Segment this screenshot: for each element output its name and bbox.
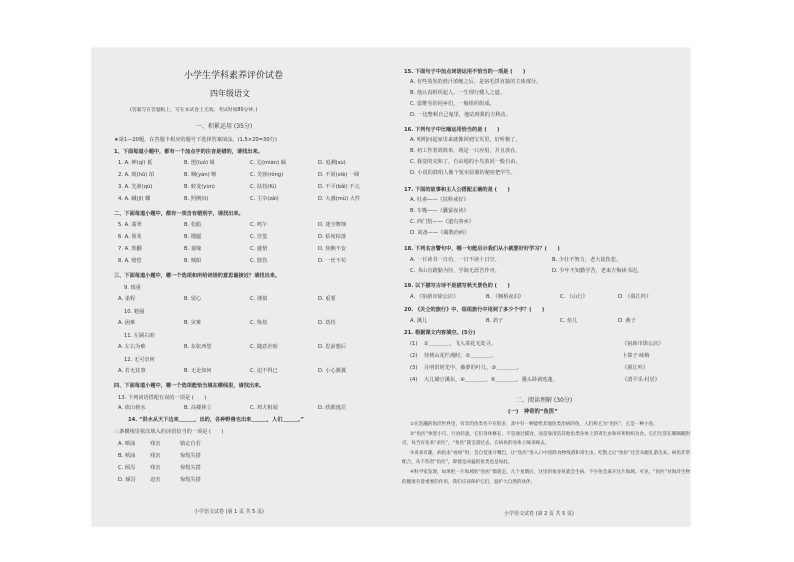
option: A. 明明问起家里来就像回到宝贝里，好听极了。 bbox=[410, 137, 521, 143]
q15-options bbox=[410, 80, 541, 124]
q20-options bbox=[410, 319, 690, 329]
reading-passage bbox=[402, 420, 690, 506]
option: B. 咽(yàn) 喉 bbox=[184, 172, 217, 178]
vocab-word: 10. 勉强 bbox=[124, 309, 145, 315]
option-row bbox=[118, 478, 318, 490]
option-row bbox=[118, 466, 318, 478]
q2-options bbox=[118, 223, 388, 271]
option: C. 恢劫 bbox=[250, 320, 268, 326]
vocab-item bbox=[118, 358, 388, 382]
option: D. 刘备——《蔺鹊治病》 bbox=[410, 230, 470, 236]
option: 8. A. 赔偿 bbox=[118, 258, 142, 264]
exam-page-2 bbox=[396, 48, 690, 526]
option: B. 《枫桥夜泊》 bbox=[486, 294, 524, 300]
question-18: 18. 下列名言警句中，哪一句能启示我们从小就要好好学习？( ) bbox=[404, 246, 560, 252]
option: 残害 bbox=[150, 453, 161, 459]
blank-text: ①＿＿＿＿，飞入菜花无处寻。 bbox=[424, 341, 497, 347]
option: B. 鸽子 bbox=[486, 318, 504, 324]
question-3: 三、下面每道小题中，哪一个选项和所给词语的意思最接近？请找出来。 bbox=[114, 273, 281, 279]
option: D. 一边整顿自己鬼里，他站到我的力利动。 bbox=[410, 112, 511, 118]
q3-items bbox=[118, 286, 388, 382]
option: C. 宫览 bbox=[250, 234, 268, 240]
passage-paragraph: ③说来有趣，病鱼来“看病”时，会自觉张开嘴巴，让“鱼医”进入口中清除食物残渣和寄生虫，吃饱之后“鱼医”还会从鳃孔游出来。病鱼非常配合，从不伤害“鱼医”，即使是凶猛的鱼类也是如此。 bbox=[402, 450, 690, 466]
option: D. 一丝不苟 bbox=[318, 258, 347, 264]
option: B. 贼船 bbox=[184, 258, 202, 264]
reading-title: (一) 神奇的“鱼医” bbox=[508, 409, 558, 415]
option: D. 劫持 bbox=[318, 320, 336, 326]
option: C. 我觉的完和了，自由地的小鸟放同一般自由。 bbox=[410, 159, 521, 165]
option-row bbox=[118, 259, 388, 271]
exam-note: (答案写在答题纸上，写在本试卷上无效。考试时间80分钟。) bbox=[130, 108, 258, 113]
q18-options bbox=[410, 258, 690, 282]
section-1-heading: 一、积累运用 (35分) bbox=[196, 123, 253, 130]
option: B. 初工作着效简单，现是一只应用，并且放在。 bbox=[410, 148, 521, 154]
option: A. 《宿新市徐公店》 bbox=[410, 294, 459, 300]
question-17: 17. 下面的故事和主人公搭配正确的是 ( ) bbox=[404, 187, 510, 193]
blank-number: (4) bbox=[410, 377, 418, 383]
question-2: 二、下面每道小题中，都有一项含有错别字，请找出来。 bbox=[114, 211, 244, 217]
section-2-heading: 二、阅读理解 (30分) bbox=[516, 397, 573, 404]
option: 6. A. 预兆 bbox=[118, 234, 142, 240]
option: B. 灾难 bbox=[184, 320, 202, 326]
option: D. 迷空舞翔 bbox=[318, 222, 347, 228]
option: A. 有些蒸发的蔗汁浓缩之后，是宿毛饼直接的主体部分。 bbox=[410, 79, 542, 85]
blank-source: 卜算子·咏梅 bbox=[622, 353, 650, 359]
option: C. 鸣午 bbox=[250, 222, 268, 228]
blank-text: 月明旧时光中，藤萝的叶儿，③＿＿＿＿。 bbox=[424, 365, 523, 371]
option: 惊慌失措 bbox=[180, 465, 201, 471]
option: B. 无论如何 bbox=[184, 368, 212, 374]
page-footer: 小学语文试卷 (第 2 页 共 5 页) bbox=[504, 511, 574, 517]
option: C. 盛情 bbox=[250, 246, 268, 252]
option: 3. A. 先驱(qū) bbox=[118, 184, 153, 190]
option: B. 少壮不努力，老大徒伤悲。 bbox=[552, 257, 622, 263]
option: A. 一日读书一日功，一日不读十日空。 bbox=[410, 257, 500, 263]
option: D. 倾泻 bbox=[118, 477, 136, 483]
vocab-item bbox=[118, 334, 388, 358]
option: D. 《暮江吟》 bbox=[618, 294, 652, 300]
option: D. 枯宛枯落 bbox=[318, 234, 347, 240]
page-footer: 小学语文试卷 (第 1 页 共 5 页) bbox=[194, 509, 264, 515]
option-row bbox=[118, 442, 318, 454]
option: D. 不平(bǎi) 不亢 bbox=[318, 184, 360, 190]
option: B. 车胤——《囊萤夜读》 bbox=[410, 208, 469, 214]
option: D. 思前想后 bbox=[318, 344, 347, 350]
option: A. 溪儿 bbox=[410, 318, 428, 324]
blank-text: 大儿锄豆溪东，④＿＿＿＿，⑤＿＿＿＿，溪头卧剥莲蓬。 bbox=[424, 377, 558, 383]
fill-blank-row bbox=[410, 378, 690, 390]
option: A. 柔程 bbox=[118, 296, 136, 302]
option: A. 喷涌 bbox=[118, 441, 136, 447]
option: D. 燕子 bbox=[618, 318, 636, 324]
option: 2. A. 琥(hǔ) 珀 bbox=[118, 172, 155, 178]
option: B. 他认真组织起人，一生理行健人之道。 bbox=[410, 90, 506, 96]
option: D. 欣眼逸岳 bbox=[318, 405, 347, 411]
vocab-word: 11. 左顾右盼 bbox=[124, 333, 155, 339]
blank-source: 《清平乐·村居》 bbox=[622, 377, 660, 383]
vocab-item bbox=[118, 286, 388, 310]
option: C. 边(miàn) 缅 bbox=[250, 160, 286, 166]
blank-source: 《宿新市徐公店》 bbox=[622, 341, 664, 347]
question-13: 13. 下列词语搭配有误的一项是 ( ) bbox=[118, 395, 207, 401]
exam-page-1 bbox=[92, 48, 392, 526]
blank-number: (2) bbox=[410, 353, 418, 359]
question-14: 14. “洪水从天下边来＿＿＿，出的，各种野兽也出来＿＿＿，人们＿＿＿。” bbox=[128, 417, 305, 423]
option: B. 逻(luó) 辑 bbox=[184, 160, 215, 166]
option: A. 困难 bbox=[118, 320, 136, 326]
option: D. 重要 bbox=[318, 296, 336, 302]
option-row bbox=[118, 454, 318, 466]
q1-options bbox=[118, 161, 388, 209]
question-15: 15. 下面句子中加点词语运用不恰当的一项是 ( ) bbox=[404, 69, 526, 75]
option: A. 若无其事 bbox=[118, 368, 146, 374]
option: C. 鸡犬相闻 bbox=[250, 405, 278, 411]
q14-options bbox=[118, 442, 318, 490]
option: D. 追溯(sù) bbox=[318, 160, 346, 166]
option: 1. A. 神(qí) 祇 bbox=[118, 160, 153, 166]
question-14-prompt: 三条横线里依次填入的词语恰当的一项是 ( ) bbox=[114, 429, 224, 435]
option: D. 少年不知勤学苦，老来方悔读书迟。 bbox=[552, 268, 643, 274]
option: 残害 bbox=[150, 441, 161, 447]
q16-options bbox=[410, 138, 521, 182]
option: B. 蛟龙(yùn) bbox=[184, 184, 215, 190]
question-4: 四、下面每道小题中，哪一个选项能恰当填在横线里，请找出来。 bbox=[114, 383, 265, 389]
q19-options bbox=[410, 295, 690, 305]
passage-body bbox=[402, 420, 690, 487]
vocab-item bbox=[118, 310, 388, 334]
q21-fill-blanks bbox=[410, 342, 690, 390]
option: C. 芙蓉(róng) bbox=[250, 172, 284, 178]
q17-options bbox=[410, 198, 474, 242]
option: 镇定自若 bbox=[180, 441, 201, 447]
question-20: 20. 《关仝的旅行》中，组组旅行中用到了多少个字？( ) bbox=[404, 307, 545, 313]
option: 5. A. 翡翠 bbox=[118, 222, 142, 228]
passage-paragraph: ②“鱼医”体型小巧，行动轻盈，它们身体修长，不是通过捕食，而是靠清洁其他鱼类身体上的寄生虫和坏死组织为食。它们生活在珊瑚礁附近，每当有鱼来“求医”，“鱼医”就会游过去，在病鱼的身体上啄来啄去。 bbox=[402, 431, 690, 447]
option: B. 高楼林立 bbox=[184, 405, 212, 411]
option: B. 喷涌 bbox=[118, 453, 136, 459]
option: D. 大感(mù) 大件 bbox=[318, 196, 361, 202]
option: A. 杜甫——《扶科戒好》 bbox=[410, 197, 469, 203]
exam-title: 小学生学科素养评价试卷 bbox=[184, 71, 284, 81]
option: B. 松脂 bbox=[184, 222, 202, 228]
option: A. 左右为难 bbox=[118, 344, 146, 350]
option: 惊慌失措 bbox=[180, 477, 201, 483]
option: C. 鱼儿 bbox=[560, 318, 578, 324]
option: 残害 bbox=[150, 465, 161, 471]
option: C. 西门豹——《道有客乡》 bbox=[410, 219, 474, 225]
vocab-word: 9. 慎重 bbox=[124, 285, 141, 291]
option: 7. A. 熬翻 bbox=[118, 246, 142, 252]
option: C. 书山有路勤为径，学海无涯苦作舟。 bbox=[410, 268, 500, 274]
option: C. 雷维劳的同乡们，一般组织组成。 bbox=[410, 101, 495, 107]
blank-text: 待到山花烂漫时，②＿＿＿＿。 bbox=[424, 353, 497, 359]
blank-number: (1) bbox=[410, 341, 418, 347]
vocab-word: 12. 无可奈何 bbox=[124, 357, 155, 363]
option: 迫害 bbox=[150, 477, 161, 483]
option: C. 谨慎 bbox=[250, 296, 268, 302]
option: C. 主宰(zǎi) bbox=[250, 196, 279, 202]
option: D. 小说的鼓组人像个冤实验服的秘密把学生。 bbox=[410, 170, 516, 176]
option: D. 不屑(xiè) 一顾 bbox=[318, 172, 360, 178]
question-1: 1、下面每道小题中，都有一个加点字的注音是错的，请找出来。 bbox=[114, 149, 263, 155]
question-21: 21. 根据课文内容填空。(5分) bbox=[404, 330, 476, 336]
option: 4. A. 蛾(jī) 蝶 bbox=[118, 196, 151, 202]
q13-options bbox=[118, 406, 388, 416]
option: A. 依山傍水 bbox=[118, 405, 146, 411]
passage-paragraph: ④科学家发现，如果把一片海域的“鱼医”都捉走，几个星期后，这里的很多鱼就会生病，不少鱼会离开这片海域。可见，“鱼医”对海洋生物的健康有着重要的作用，我们应该保护它们，爱护大自然的伙伴。 bbox=[402, 469, 690, 485]
passage-paragraph: ①在浩瀚的海洋世界里，有奇的鱼类名不在很多，其中有一种能给其他鱼类治病的鱼，人们称它为“鱼医”，它是一种小鱼。 bbox=[410, 422, 658, 427]
option: B. 留心 bbox=[184, 296, 202, 302]
option: C. 随意企盼 bbox=[250, 344, 278, 350]
option: 惊慌失措 bbox=[180, 453, 201, 459]
question-16: 16. 下列句子中比喻运用恰当的是 ( ) bbox=[404, 127, 500, 133]
exam-subtitle: 四年级语文 bbox=[210, 89, 250, 98]
question-19: 19. 以下描写古诗不是描写秋天景色的 ( ) bbox=[404, 283, 510, 289]
option: B. 榴腿 bbox=[184, 234, 202, 240]
instruction: ★第1—20题，在答题卡相应的题号下选择答案填涂。(1.5×20=30分) bbox=[114, 137, 277, 143]
option: D. 焦瞧不安 bbox=[318, 246, 347, 252]
option: C. 散伤 bbox=[250, 258, 268, 264]
option: C. 扶持(fú) bbox=[250, 184, 277, 190]
blank-number: (3) bbox=[410, 365, 418, 371]
option: C. 倾泻 bbox=[118, 465, 136, 471]
option: D. 小心翼翼 bbox=[318, 368, 347, 374]
option: B. 蓁缘 bbox=[184, 246, 202, 252]
option: C. 迫不得已 bbox=[250, 368, 278, 374]
scanned-exam-sheet bbox=[92, 48, 690, 526]
option-row bbox=[118, 197, 388, 209]
option: B. 照例(lì) bbox=[184, 196, 209, 202]
option: B. 东张西望 bbox=[184, 344, 212, 350]
option: C. 《山行》 bbox=[560, 294, 588, 300]
blank-source: 《暮江吟》 bbox=[622, 365, 648, 371]
